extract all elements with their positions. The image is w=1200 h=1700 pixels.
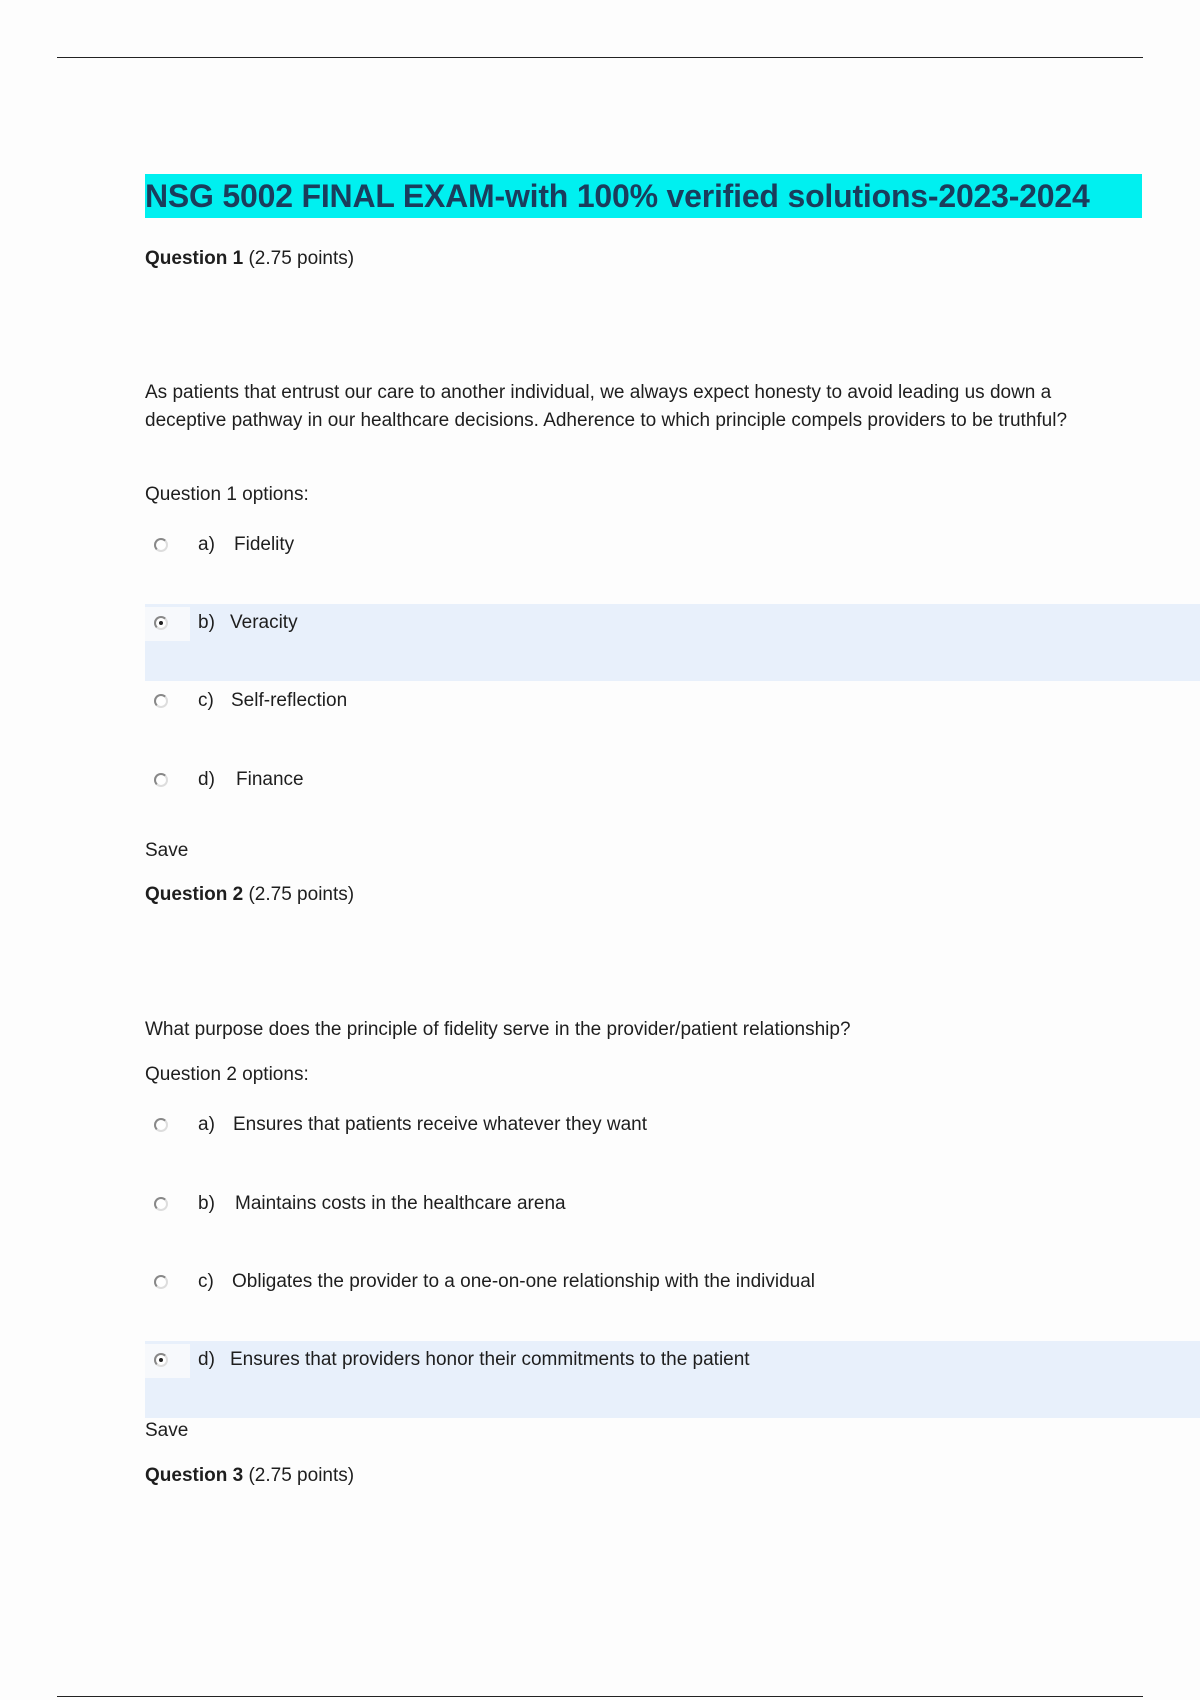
option-label: Self-reflection xyxy=(231,690,348,711)
question-2-heading xyxy=(145,884,354,906)
question-2-save-link[interactable]: Save xyxy=(145,1420,189,1441)
document-title: NSG 5002 FINAL EXAM-with 100% verified solutions-2023-2024 xyxy=(145,174,1142,218)
question-3-points: (2.75 points) xyxy=(248,1465,355,1486)
radio-button-unchecked[interactable] xyxy=(154,773,168,787)
question-2-option-a[interactable] xyxy=(145,1106,1145,1146)
top-rule xyxy=(57,57,1143,58)
option-label: Obligates the provider to a one-on-one relationship with the individual xyxy=(232,1271,816,1292)
question-1-option-a[interactable] xyxy=(145,526,1145,566)
question-2-number: Question 2 xyxy=(145,884,244,905)
question-1-option-b[interactable] xyxy=(145,604,1145,644)
radio-button-checked[interactable] xyxy=(154,616,168,630)
radio-button-unchecked[interactable] xyxy=(154,1197,168,1211)
option-label: Veracity xyxy=(230,612,298,633)
question-1-heading xyxy=(145,248,354,270)
question-1-text: As patients that entrust our care to another individual, we always expect honesty to avoid leading us down a deceptive pathway in our healthcare decisions. Adherence to which principle compels providers to be truthful? xyxy=(145,382,1068,431)
question-1-option-c[interactable] xyxy=(145,682,1145,722)
option-letter: d) xyxy=(198,1349,215,1370)
radio-button-unchecked[interactable] xyxy=(154,694,168,708)
bottom-rule xyxy=(57,1696,1143,1697)
option-letter: b) xyxy=(198,1193,215,1214)
option-label: Finance xyxy=(236,769,304,790)
question-2-option-d[interactable] xyxy=(145,1341,1145,1381)
radio-button-unchecked[interactable] xyxy=(154,1118,168,1132)
option-label: Fidelity xyxy=(234,534,295,555)
question-1-options-caption: Question 1 options: xyxy=(145,484,309,505)
question-1-points: (2.75 points) xyxy=(248,248,355,269)
option-label: Ensures that patients receive whatever they want xyxy=(233,1114,648,1135)
question-3-heading xyxy=(145,1465,354,1487)
option-label: Ensures that providers honor their commitments to the patient xyxy=(230,1349,750,1370)
option-letter: a) xyxy=(198,1114,215,1135)
question-2-options-caption: Question 2 options: xyxy=(145,1064,309,1085)
question-2-option-b[interactable] xyxy=(145,1185,1145,1225)
radio-button-checked[interactable] xyxy=(154,1353,168,1367)
option-letter: b) xyxy=(198,612,215,633)
question-2-points: (2.75 points) xyxy=(248,884,355,905)
option-label: Maintains costs in the healthcare arena xyxy=(235,1193,566,1214)
question-1-save-link[interactable]: Save xyxy=(145,840,189,861)
option-letter: c) xyxy=(198,1271,214,1292)
option-letter: a) xyxy=(198,534,215,555)
radio-button-unchecked[interactable] xyxy=(154,1275,168,1289)
radio-button-unchecked[interactable] xyxy=(154,538,168,552)
option-letter: c) xyxy=(198,690,214,711)
question-1-number: Question 1 xyxy=(145,248,244,269)
option-letter: d) xyxy=(198,769,215,790)
question-2-option-c[interactable] xyxy=(145,1263,1145,1303)
question-1-option-d[interactable] xyxy=(145,761,1145,801)
question-3-number: Question 3 xyxy=(145,1465,244,1486)
question-2-text: What purpose does the principle of fidelity serve in the provider/patient relationship? xyxy=(145,1019,851,1040)
